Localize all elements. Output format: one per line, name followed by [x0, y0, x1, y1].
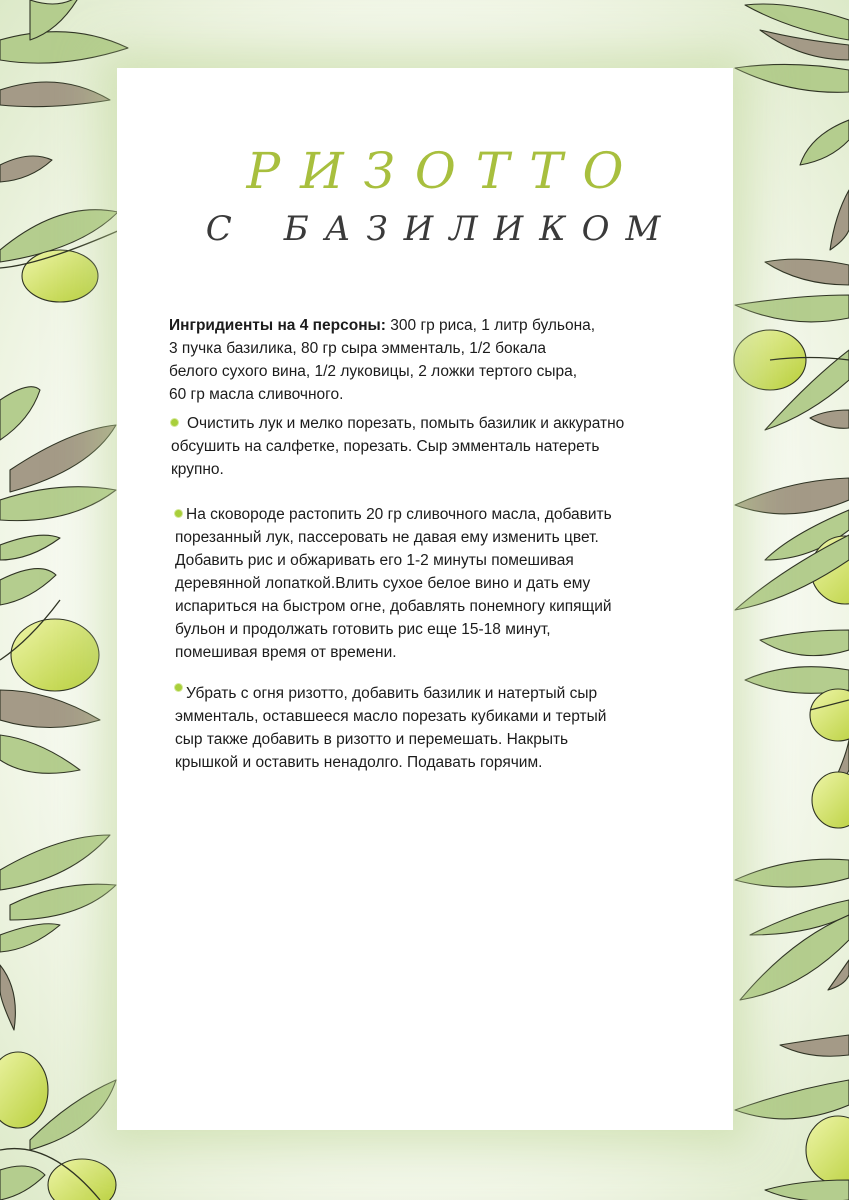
step-2 — [175, 503, 685, 664]
leaf-icon — [810, 410, 849, 428]
olive-icon — [806, 1116, 849, 1184]
leaf-icon — [0, 924, 60, 952]
ingredients-line: белого сухого вина, 1/2 луковицы, 2 ложки тертого сыра, — [169, 363, 578, 380]
leaf-icon — [760, 630, 849, 656]
ingredients-line: 3 пучка базилика, 80 гр сыра эмменталь, 1/2 бокала — [169, 340, 546, 357]
page-subtitle — [117, 209, 749, 249]
step-line: деревянной лопаткой.Влить сухое белое вино и дать ему — [175, 575, 591, 592]
bullet-icon — [175, 684, 182, 691]
olive-icon — [812, 772, 849, 828]
step-line: крышкой и оставить ненадолго. Подавать горячим. — [175, 754, 543, 771]
leaf-icon — [830, 190, 849, 250]
step-line: Добавить рис и обжаривать его 1-2 минуты помешивая — [175, 552, 574, 569]
leaf-icon — [765, 1180, 849, 1200]
leaf-icon — [800, 120, 849, 165]
leaf-icon — [745, 4, 849, 40]
leaf-icon — [735, 478, 849, 514]
leaf-icon — [0, 569, 56, 605]
leaf-icon — [735, 1080, 849, 1119]
ingredients-label: Ингридиенты на 4 персоны: — [169, 317, 386, 334]
leaf-icon — [765, 259, 849, 285]
leaf-icon — [0, 535, 60, 560]
step-line: испариться на быстром огне, добавлять понемногу кипящий — [175, 598, 612, 615]
leaf-icon — [0, 835, 110, 890]
leaf-icon — [0, 387, 40, 440]
subtitle-word-1: С — [205, 209, 248, 249]
leaf-icon — [0, 735, 80, 773]
leaf-icon — [0, 156, 52, 182]
step-line: крупно. — [171, 461, 224, 478]
leaf-icon — [0, 1166, 45, 1200]
olive-icon — [0, 1052, 48, 1128]
ingredients-line: 60 гр масла сливочного. — [169, 386, 344, 403]
leaf-icon — [828, 960, 849, 990]
bullet-icon — [171, 419, 178, 426]
subtitle-word-2: БАЗИЛИКОМ — [283, 209, 677, 249]
olive-icon — [11, 619, 99, 691]
leaf-icon — [10, 884, 116, 920]
step-line: помешивая время от времени. — [175, 644, 397, 661]
leaf-icon — [735, 859, 849, 887]
step-1 — [171, 412, 681, 481]
leaf-icon — [10, 425, 116, 492]
olive-icon — [810, 689, 849, 741]
step-line: На сковороде растопить 20 гр сливочного масла, добавить — [186, 506, 612, 523]
leaf-icon — [735, 295, 849, 322]
page-title: РИЗОТТО — [246, 142, 644, 200]
step-line: Убрать с огня ризотто, добавить базилик и натертый сыр — [186, 685, 598, 702]
ingredients-line: 300 гр риса, 1 литр бульона, — [385, 317, 596, 334]
step-line: Очистить лук и мелко порезать, помыть базилик и аккуратно — [187, 415, 625, 432]
leaf-icon — [780, 1035, 849, 1056]
leaf-icon — [0, 690, 100, 728]
leaf-icon — [0, 32, 128, 63]
leaf-icon — [0, 965, 15, 1030]
step-line: бульон и продолжать готовить рис еще 15-18 минут, — [175, 621, 551, 638]
olive-icon — [48, 1159, 116, 1200]
olive-icon — [22, 250, 98, 302]
leaf-icon — [0, 82, 110, 107]
recipe-card — [117, 68, 733, 1130]
step-line: обсушить на салфетке, порезать. Сыр эмменталь натереть — [171, 438, 600, 455]
leaf-icon — [735, 64, 849, 92]
step-3 — [175, 682, 685, 774]
ingredients-paragraph — [169, 314, 679, 406]
leaf-icon — [0, 487, 116, 521]
bullet-icon — [175, 510, 182, 517]
step-line: эмменталь, оставшееся масло порезать кубиками и тертый — [175, 708, 607, 725]
step-line: порезанный лук, пассеровать не давая ему изменить цвет. — [175, 529, 599, 546]
step-line: сыр также добавить в ризотто и перемешать. Накрыть — [175, 731, 569, 748]
